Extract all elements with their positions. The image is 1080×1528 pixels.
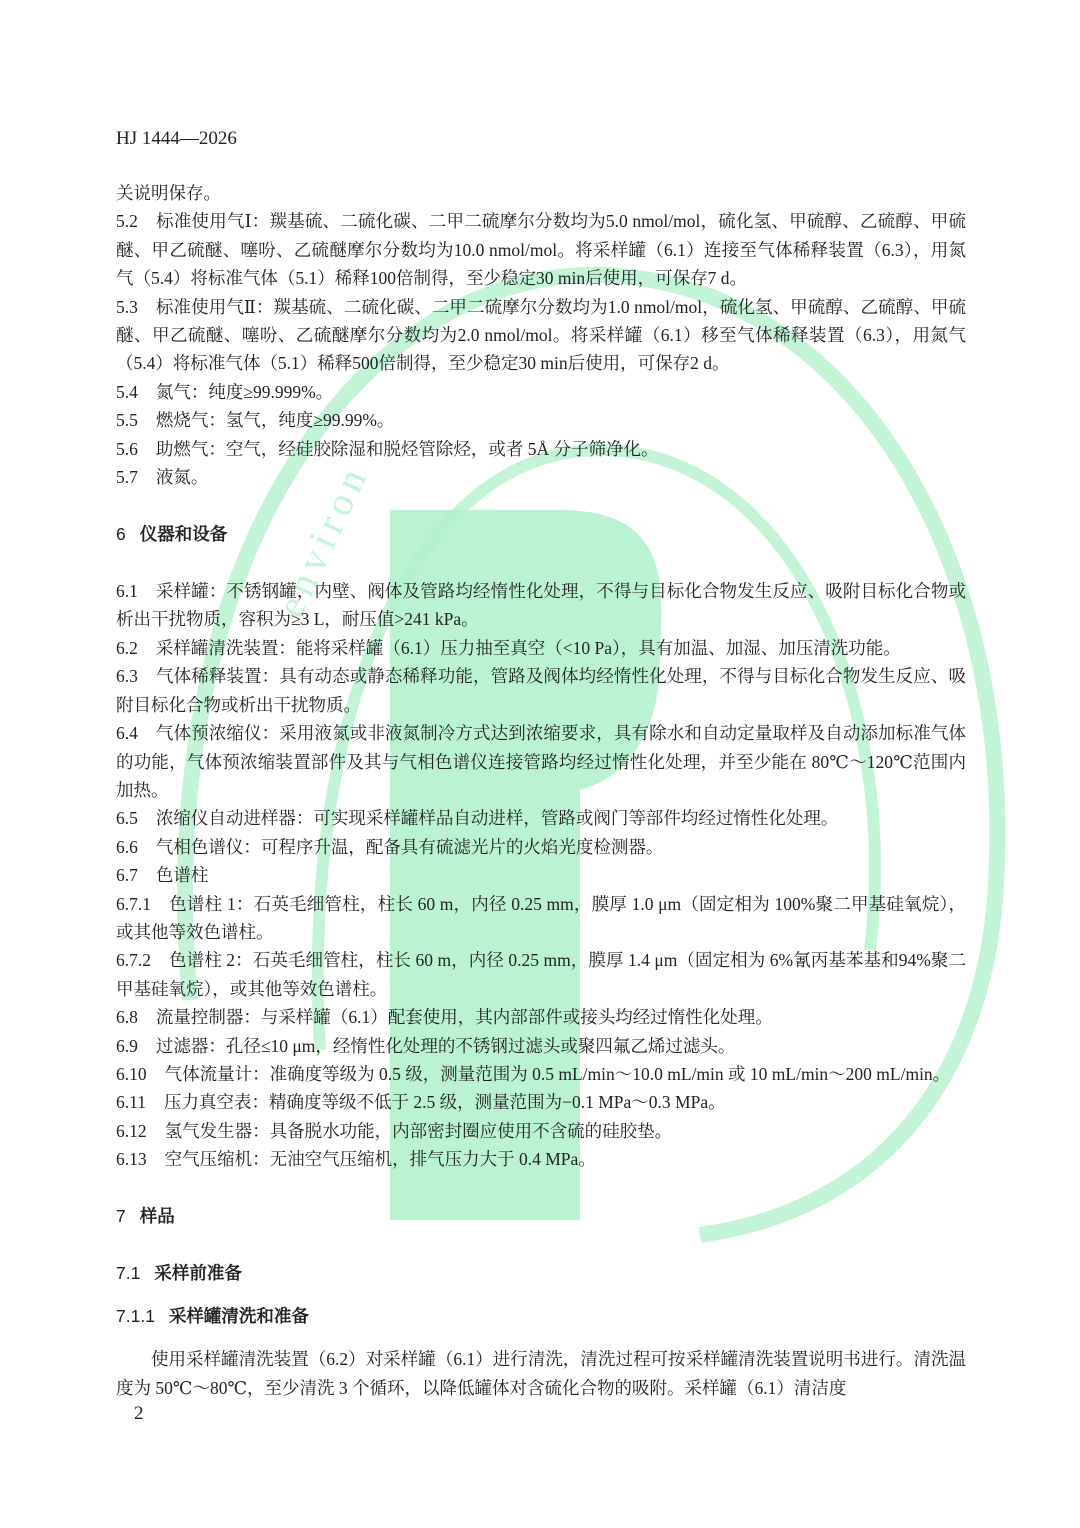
section-6-heading: 6 仪器和设备 [116, 524, 228, 545]
section-7-1-1-text: 使用采样罐清洗装置（6.2）对采样罐（6.1）进行清洗，清洗过程可按采样罐清洗装置说明书进行。清洗温度为 50℃～80℃，至少清洗 3 个循环，以降低罐体对含硫化合物的吸附。采样罐（6.1）清洁度 [116, 1349, 966, 1398]
clause-number: 5.6 [116, 438, 138, 459]
clause-number: 5.5 [116, 410, 138, 431]
document-body [116, 179, 966, 1402]
clause-item [116, 833, 966, 861]
clause-text: 气相色谱仪：可程序升温，配备具有硫滤光片的火焰光度检测器。 [155, 836, 664, 857]
clause-text: 色谱柱 [155, 865, 209, 886]
clause-text: 采样罐：不锈钢罐，内壁、阀体及管路均经惰性化处理，不得与目标化合物发生反应、吸附目标化合物或析出干扰物质，容积为≥3 L，耐压值>241 kPa。 [116, 581, 966, 630]
clause-number: 5.4 [116, 381, 138, 402]
clause-text: 采样罐清洗装置：能将采样罐（6.1）压力抽至真空（<10 Pa），具有加温、加湿、加压清洗功能。 [155, 637, 901, 658]
clause-number: 6.7.2 [116, 950, 151, 971]
clause-number: 6.9 [116, 1035, 138, 1056]
clause-text: 压力真空表：精确度等级不低于 2.5 级，测量范围为−0.1 MPa～0.3 MPa。 [163, 1092, 726, 1113]
clause-number: 6.11 [116, 1092, 146, 1113]
section-7-heading: 7 样品 [116, 1206, 175, 1227]
clause-number: 6.8 [116, 1007, 138, 1028]
clause-item [116, 293, 966, 378]
clause-item [116, 463, 966, 491]
clause-item [116, 1032, 966, 1060]
clause-text: 助燃气：空气，经硅胶除湿和脱烃管除烃，或者 5Å 分子筛净化。 [155, 438, 659, 459]
clause-number: 5.2 [116, 211, 138, 232]
clause-item [116, 435, 966, 463]
clause-item [116, 406, 966, 434]
page-number: 2 [134, 1403, 144, 1424]
clause-number: 5.3 [116, 296, 138, 317]
section-7-1-1-heading: 7.1.1 采样罐清洗和准备 [116, 1306, 309, 1327]
clause-item [116, 946, 966, 1003]
clause-item [116, 890, 966, 947]
clause-item [116, 207, 966, 292]
clause-number: 6.7 [116, 865, 138, 886]
clause-number: 6.7.1 [116, 893, 151, 914]
clause-number: 6.13 [116, 1149, 147, 1170]
clause-text: 标准使用气Ⅰ：羰基硫、二硫化碳、二甲二硫摩尔分数均为5.0 nmol/mol，硫化氢、甲硫醇、乙硫醇、甲硫醚、甲乙硫醚、噻吩、乙硫醚摩尔分数均为10.0 nmol/mol。将采样罐（6.1）连接至气体稀释装置（6.3），用氮气（5.4）将标准气体（5.1）稀释100倍制得，至少稳定30 min后使用，可保存7 d。 [116, 211, 966, 289]
clause-item [116, 1117, 966, 1145]
clause-text: 燃烧气：氢气，纯度≥99.99%。 [155, 410, 395, 431]
clause-item [116, 1145, 966, 1173]
clause-number: 6.1 [116, 581, 138, 602]
document-code: HJ 1444—2026 [116, 128, 237, 149]
clause-number: 6.12 [116, 1120, 147, 1141]
clause-number: 6.2 [116, 637, 138, 658]
clause-text: 色谱柱 2：石英毛细管柱，柱长 60 m，内径 0.25 mm，膜厚 1.4 μm（固定相为 6%氰丙基苯基和94%聚二甲基硅氧烷），或其他等效色谱柱。 [116, 950, 966, 999]
clause-item [116, 804, 966, 832]
clause-text: 流量控制器：与采样罐（6.1）配套使用，其内部部件或接头均经过惰性化处理。 [155, 1007, 773, 1028]
clause-item [116, 378, 966, 406]
clause-number: 6.6 [116, 836, 138, 857]
clause-item [116, 1003, 966, 1031]
clause-text: 氢气发生器：具备脱水功能，内部密封圈应使用不含硫的硅胶垫。 [164, 1120, 673, 1141]
clause-number: 6.4 [116, 723, 138, 744]
clause-text: 气体预浓缩仪：采用液氮或非液氮制冷方式达到浓缩要求，具有除水和自动定量取样及自动添加标准气体的功能，气体预浓缩装置部件及其与气相色谱仪连接管路均经过惰性化处理，并至少能在 80℃～120℃范围内加热。 [116, 723, 966, 800]
clause-item [116, 1060, 966, 1088]
clause-item [116, 1088, 966, 1116]
clause-text: 浓缩仪自动进样器：可实现采样罐样品自动进样，管路或阀门等部件均经过惰性化处理。 [155, 808, 839, 829]
lead-text: 关说明保存。 [116, 183, 221, 203]
section-7-1-heading: 7.1 采样前准备 [116, 1263, 242, 1284]
svg-text:environ: environ [267, 455, 378, 624]
clause-item [116, 577, 966, 634]
clause-item [116, 719, 966, 804]
clause-text: 氮气：纯度≥99.999%。 [155, 381, 334, 402]
clause-text: 色谱柱 1：石英毛细管柱，柱长 60 m，内径 0.25 mm，膜厚 1.0 μm（固定相为 100%聚二甲基硅氧烷），或其他等效色谱柱。 [116, 893, 966, 942]
clause-text: 液氮。 [155, 467, 209, 488]
clause-item [116, 634, 966, 662]
clause-number: 6.5 [116, 808, 138, 829]
clause-text: 气体稀释装置：具有动态或静态稀释功能，管路及阀体均经惰性化处理，不得与目标化合物发生反应、吸附目标化合物或析出干扰物质。 [116, 666, 966, 715]
clause-number: 5.7 [116, 467, 138, 488]
section-5-list [116, 207, 966, 491]
clause-item [116, 662, 966, 719]
clause-text: 空气压缩机：无油空气压缩机，排气压力大于 0.4 MPa。 [164, 1149, 596, 1170]
clause-number: 6.3 [116, 666, 138, 687]
clause-text: 气体流量计：准确度等级为 0.5 级，测量范围为 0.5 mL/min～10.0 mL/min 或 10 mL/min～200 mL/min。 [164, 1063, 951, 1084]
clause-text: 标准使用气Ⅱ：羰基硫、二硫化碳、二甲二硫摩尔分数均为1.0 nmol/mol，硫化氢、甲硫醇、乙硫醇、甲硫醚、甲乙硫醚、噻吩、乙硫醚摩尔分数均为2.0 nmol/mol。将采样罐（6.1）移至气体稀释装置（6.3），用氮气（5.4）将标准气体（5.1）稀释500倍制得，至少稳定30 min后使用，可保存2 d。 [116, 296, 966, 374]
clause-item [116, 861, 966, 889]
clause-text: 过滤器：孔径≤10 μm，经惰性化处理的不锈钢过滤头或聚四氟乙烯过滤头。 [155, 1035, 736, 1056]
section-6-list [116, 577, 966, 1174]
clause-number: 6.10 [116, 1063, 147, 1084]
